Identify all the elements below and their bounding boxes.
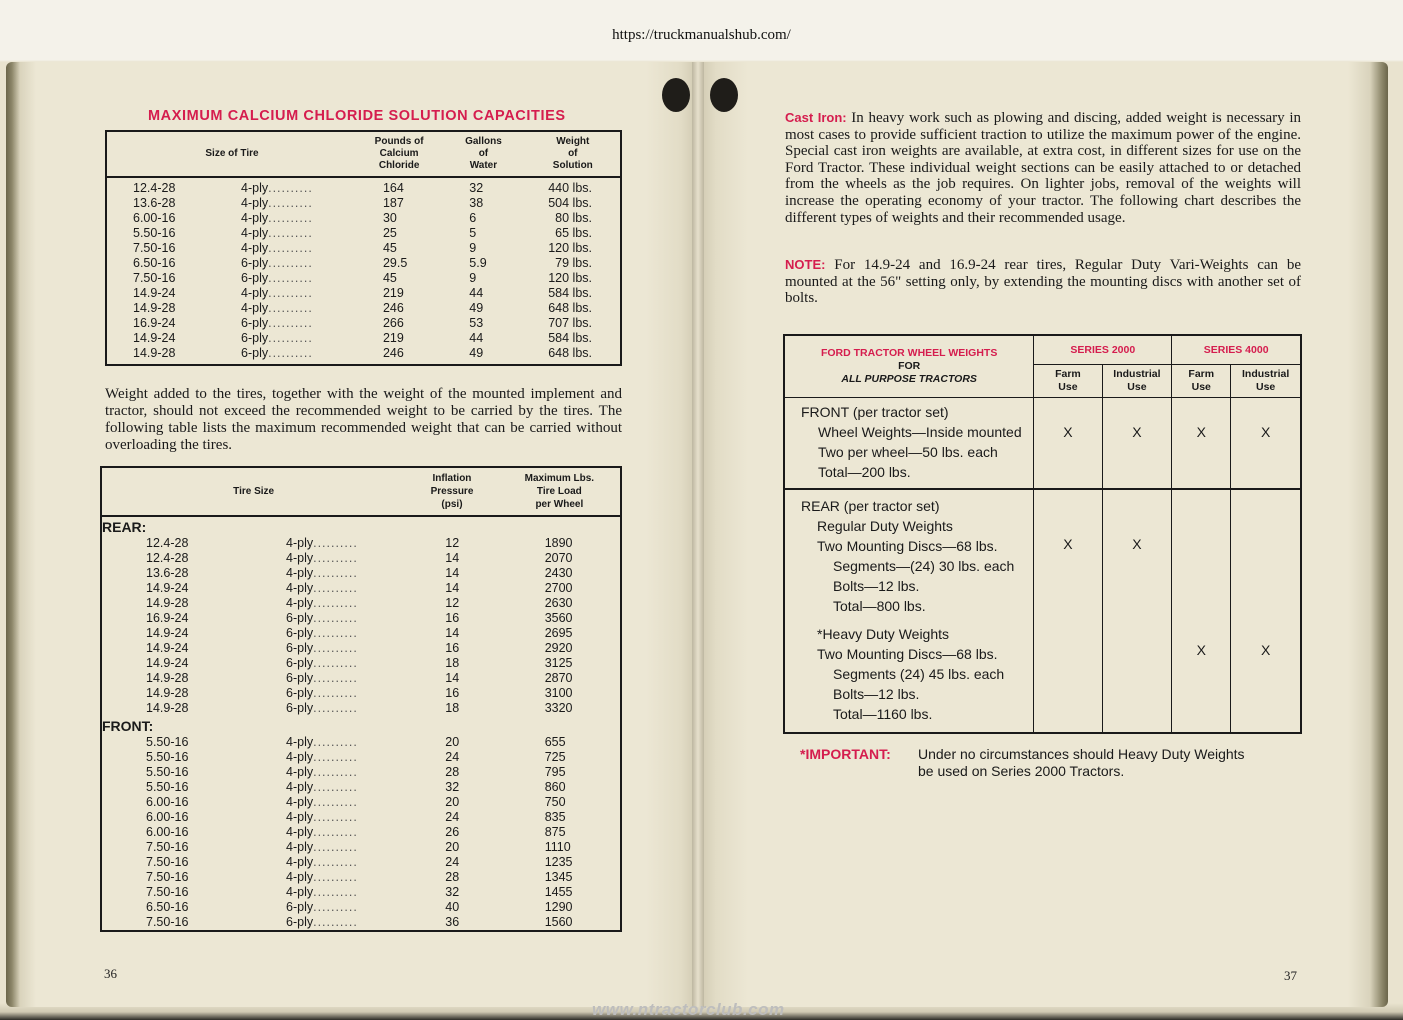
rear-weights-row <box>784 489 1301 618</box>
load-cell: 2700 <box>544 581 573 595</box>
tire-size-cell: 14.9-28 6-ply.......... <box>146 686 358 700</box>
table-row <box>101 551 621 566</box>
weight-cell: 120 lbs. <box>548 241 592 255</box>
table-row <box>101 810 621 825</box>
heavy-weights-description: *Heavy Duty Weights Two Mounting Discs—68 lbs. Segments (24) 45 lbs. each Bolts—12 lbs. Total—1160 lbs. <box>784 618 1034 733</box>
weight-cell: 120 lbs. <box>548 271 592 285</box>
pressure-cell: 12 <box>445 596 460 610</box>
load-cell: 2920 <box>544 641 573 655</box>
table-row <box>101 641 621 656</box>
load-cell: 3100 <box>544 686 573 700</box>
tire-size-cell: 14.9-24 4-ply.......... <box>146 581 358 595</box>
front-2000-farm-mark: X <box>1034 398 1102 490</box>
pounds-cell: 29.5 <box>382 256 408 270</box>
pressure-cell: 16 <box>445 686 460 700</box>
heavy-weights-row <box>784 618 1301 733</box>
weight-cell: 707 lbs. <box>548 316 592 330</box>
load-cell: 2695 <box>544 626 573 640</box>
tire-size-cell: 5.50-16 4-ply.......... <box>146 735 358 749</box>
pressure-cell: 24 <box>445 810 460 824</box>
tire-size-cell: 14.9-28 6-ply.......... <box>133 346 313 360</box>
cast-iron-text: In heavy work such as plowing and discing, added weight is necessary in most cases to provide sufficient traction to utilize the maximum power of the engine. Special cast iron weights are available, at extra cost, in different sizes for use on the Ford Tractor. These individual weight sections can be easily attached to or detached from the wheels as the job requires. On lighter jobs, removal of the weights will increase the operating economy of your tractor. The following chart describes the different types of weights and their recommended usage. <box>785 110 1302 226</box>
pressure-cell: 14 <box>445 671 460 685</box>
pounds-cell: 30 <box>382 211 397 225</box>
wheel-weights-header: FORD TRACTOR WHEEL WEIGHTS FOR ALL PURPOSE TRACTORS <box>784 335 1034 398</box>
series-4000-industrial-use: Industrial Use <box>1231 365 1301 398</box>
tire-size-cell: 14.9-28 6-ply.......... <box>146 701 358 715</box>
load-cell: 2070 <box>544 551 573 565</box>
load-cell: 2430 <box>544 566 573 580</box>
pressure-cell: 16 <box>445 641 460 655</box>
pounds-cell: 266 <box>382 316 404 330</box>
front-4000-industrial-mark: X <box>1231 398 1301 490</box>
table-row <box>101 825 621 840</box>
table-row <box>101 915 621 931</box>
section-row <box>101 516 621 536</box>
table-row <box>106 177 621 196</box>
tire-load-table <box>100 466 622 932</box>
pressure-cell: 16 <box>445 611 460 625</box>
table-row <box>101 900 621 915</box>
tire-size-cell: 14.9-24 4-ply.......... <box>133 286 313 300</box>
pressure-cell: 40 <box>445 900 460 914</box>
table-row <box>106 316 621 331</box>
gallons-cell: 38 <box>469 196 484 210</box>
heavy-4000-farm-mark: X <box>1172 618 1231 733</box>
pounds-cell: 246 <box>382 346 404 360</box>
tire-size-cell: 6.00-16 4-ply.......... <box>146 810 358 824</box>
binding-hole-right-icon <box>710 78 738 112</box>
pressure-cell: 14 <box>445 551 460 565</box>
series-2000-industrial-use: Industrial Use <box>1102 365 1172 398</box>
watermark: www.ntractorclub.com <box>592 1000 785 1019</box>
pressure-cell: 24 <box>445 855 460 869</box>
table-row <box>101 750 621 765</box>
load-cell: 795 <box>544 765 566 779</box>
rear-4000-farm-empty <box>1172 489 1231 618</box>
series-4000-farm-use: Farm Use <box>1172 365 1231 398</box>
load-cell: 1455 <box>544 885 573 899</box>
important-label: *IMPORTANT: <box>800 746 891 762</box>
load-cell: 2630 <box>544 596 573 610</box>
pressure-cell: 20 <box>445 795 460 809</box>
col-gallons-water: Gallons of Water <box>441 131 525 177</box>
load-cell: 3320 <box>544 701 573 715</box>
tire-size-cell: 7.50-16 4-ply.......... <box>146 840 358 854</box>
tire-size-cell: 5.50-16 4-ply.......... <box>146 765 358 779</box>
table-row <box>101 671 621 686</box>
table-row <box>101 536 621 551</box>
gallons-cell: 53 <box>469 316 484 330</box>
load-cell: 3125 <box>544 656 573 670</box>
gallons-cell: 44 <box>469 331 484 345</box>
tire-size-cell: 16.9-24 6-ply.......... <box>146 611 358 625</box>
table-row <box>101 735 621 750</box>
table-row <box>101 870 621 885</box>
pounds-cell: 164 <box>382 181 404 195</box>
pressure-cell: 18 <box>445 701 460 715</box>
tire-size-cell: 5.50-16 4-ply.......... <box>146 750 358 764</box>
section-label: FRONT: <box>102 718 154 734</box>
pounds-cell: 45 <box>382 271 397 285</box>
pounds-cell: 187 <box>382 196 404 210</box>
pressure-cell: 28 <box>445 765 460 779</box>
gallons-cell: 9 <box>469 271 477 285</box>
important-line-1: Under no circumstances should Heavy Duty Weights <box>918 746 1245 762</box>
pounds-cell: 219 <box>382 331 404 345</box>
col-tire-size: Tire Size <box>101 467 405 516</box>
gallons-cell: 6 <box>469 211 477 225</box>
front-weights-description: FRONT (per tractor set) Wheel Weights—Inside mounted Two per wheel—50 lbs. each Total—200 lbs. <box>784 398 1034 490</box>
weight-cell: 648 lbs. <box>548 346 592 360</box>
pressure-cell: 28 <box>445 870 460 884</box>
weight-cell: 584 lbs. <box>548 286 592 300</box>
load-cell: 875 <box>544 825 566 839</box>
weight-cell: 440 lbs. <box>548 181 592 195</box>
table-row <box>101 656 621 671</box>
note-label: NOTE: <box>785 257 826 272</box>
weight-cell: 504 lbs. <box>548 196 592 210</box>
front-weights-row <box>784 398 1301 490</box>
pressure-cell: 32 <box>445 780 460 794</box>
tire-size-cell: 6.50-16 6-ply.......... <box>146 900 358 914</box>
table-row <box>106 226 621 241</box>
pounds-cell: 45 <box>382 241 397 255</box>
wheel-weights-table <box>783 334 1302 734</box>
pressure-cell: 14 <box>445 581 460 595</box>
series-2000-farm-use: Farm Use <box>1034 365 1102 398</box>
load-cell: 1560 <box>544 915 573 929</box>
load-cell: 3560 <box>544 611 573 625</box>
page-number-left: 36 <box>104 966 117 981</box>
front-4000-farm-mark: X <box>1172 398 1231 490</box>
pounds-cell: 25 <box>382 226 397 240</box>
table-row <box>101 855 621 870</box>
note-paragraph <box>785 257 1301 307</box>
gallons-cell: 5 <box>469 226 477 240</box>
tire-size-cell: 12.4-28 4-ply.......... <box>146 536 358 550</box>
gallons-cell: 49 <box>469 346 484 360</box>
pressure-cell: 26 <box>445 825 460 839</box>
pressure-cell: 24 <box>445 750 460 764</box>
table-row <box>101 795 621 810</box>
table-row <box>106 211 621 226</box>
pressure-cell: 14 <box>445 566 460 580</box>
load-cell: 835 <box>544 810 566 824</box>
binding-hole-left-icon <box>662 78 690 112</box>
table-row <box>101 611 621 626</box>
weight-cell: 79 lbs. <box>555 256 592 270</box>
tire-size-cell: 14.9-24 6-ply.......... <box>146 641 358 655</box>
load-cell: 655 <box>544 735 566 749</box>
pressure-cell: 36 <box>445 915 460 929</box>
weight-cell: 80 lbs. <box>555 211 592 225</box>
table-row <box>101 686 621 701</box>
pressure-cell: 14 <box>445 626 460 640</box>
pounds-cell: 246 <box>382 301 404 315</box>
cast-iron-label: Cast Iron: <box>785 110 847 125</box>
table-row <box>106 241 621 256</box>
table-row <box>101 596 621 611</box>
tire-size-cell: 12.4-28 4-ply.......... <box>146 551 358 565</box>
table-row <box>106 331 621 346</box>
table-row <box>101 566 621 581</box>
front-2000-industrial-mark: X <box>1102 398 1172 490</box>
load-cell: 1890 <box>544 536 573 550</box>
tire-size-cell: 6.00-16 4-ply.......... <box>146 825 358 839</box>
table-row <box>106 271 621 286</box>
tire-size-cell: 14.9-24 6-ply.......... <box>146 656 358 670</box>
series-2000-header: SERIES 2000 <box>1034 335 1172 365</box>
section-row <box>101 716 621 735</box>
table-row <box>106 301 621 316</box>
table-row <box>106 346 621 365</box>
pressure-cell: 18 <box>445 656 460 670</box>
weight-cell: 65 lbs. <box>555 226 592 240</box>
tire-size-cell: 13.6-28 4-ply.......... <box>146 566 358 580</box>
pressure-cell: 32 <box>445 885 460 899</box>
tire-size-cell: 14.9-24 6-ply.......... <box>133 331 313 345</box>
tire-size-cell: 14.9-28 4-ply.......... <box>133 301 313 315</box>
col-pounds-calcium: Pounds of Calcium Chloride <box>357 131 441 177</box>
table-row <box>106 286 621 301</box>
tire-size-cell: 7.50-16 4-ply.......... <box>133 241 313 255</box>
tire-size-cell: 5.50-16 4-ply.......... <box>146 780 358 794</box>
weight-cell: 648 lbs. <box>548 301 592 315</box>
rear-2000-industrial-mark: X <box>1102 489 1172 618</box>
tire-size-cell: 7.50-16 4-ply.......... <box>146 870 358 884</box>
table-row <box>106 256 621 271</box>
load-cell: 750 <box>544 795 566 809</box>
book-gutter <box>692 62 704 1007</box>
table-row <box>101 840 621 855</box>
col-max-tire-load: Maximum Lbs. Tire Load per Wheel <box>499 467 621 516</box>
section-label: REAR: <box>102 519 147 535</box>
pressure-cell: 12 <box>445 536 460 550</box>
important-line-2: be used on Series 2000 Tractors. <box>918 763 1125 779</box>
load-cell: 2870 <box>544 671 573 685</box>
gallons-cell: 5.9 <box>469 256 487 270</box>
load-cell: 1345 <box>544 870 573 884</box>
note-text: For 14.9-24 and 16.9-24 rear tires, Regular Duty Vari-Weights can be mounted at the 56" setting only, by extending the mounting discs with another set of bolts. <box>785 257 1301 307</box>
heavy-2000-industrial-empty <box>1102 618 1172 733</box>
load-cell: 1290 <box>544 900 573 914</box>
tire-size-cell: 6.50-16 6-ply.......... <box>133 256 313 270</box>
tire-size-cell: 5.50-16 4-ply.......... <box>133 226 313 240</box>
load-cell: 860 <box>544 780 566 794</box>
table-row <box>101 780 621 795</box>
table-row <box>101 765 621 780</box>
tire-weight-paragraph: Weight added to the tires, together with the weight of the mounted implement and tractor, should not exceed the recommended weight to be carried by the tires. The following table lists the maximum recommended weight that can be carried without overloading the tires. <box>105 386 622 453</box>
load-cell: 1110 <box>544 840 571 854</box>
heavy-4000-industrial-mark: X <box>1231 618 1301 733</box>
tire-size-cell: 13.6-28 4-ply.......... <box>133 196 313 210</box>
tire-size-cell: 7.50-16 6-ply.......... <box>133 271 313 285</box>
tire-size-cell: 7.50-16 4-ply.......... <box>146 885 358 899</box>
pressure-cell: 20 <box>445 840 460 854</box>
pressure-cell: 20 <box>445 735 460 749</box>
rear-weights-description: REAR (per tractor set) Regular Duty Weights Two Mounting Discs—68 lbs. Segments—(24) 30 lbs. each Bolts—12 lbs. Total—800 lbs. <box>784 489 1034 618</box>
tire-size-cell: 7.50-16 4-ply.......... <box>146 855 358 869</box>
important-note <box>800 746 1245 780</box>
gallons-cell: 44 <box>469 286 484 300</box>
tire-size-cell: 6.00-16 4-ply.......... <box>146 795 358 809</box>
page-number-right: 37 <box>1284 968 1297 983</box>
tire-size-cell: 7.50-16 6-ply.......... <box>146 915 358 929</box>
heavy-2000-farm-empty <box>1034 618 1102 733</box>
col-size-of-tire: Size of Tire <box>106 131 357 177</box>
pounds-cell: 219 <box>382 286 404 300</box>
rear-4000-industrial-empty <box>1231 489 1301 618</box>
table-row <box>101 626 621 641</box>
calcium-chloride-table <box>105 130 622 366</box>
load-cell: 725 <box>544 750 566 764</box>
gallons-cell: 49 <box>469 301 484 315</box>
tire-size-cell: 6.00-16 4-ply.......... <box>133 211 313 225</box>
tire-size-cell: 14.9-28 4-ply.......... <box>146 596 358 610</box>
table-row <box>101 885 621 900</box>
series-4000-header: SERIES 4000 <box>1172 335 1301 365</box>
tire-size-cell: 12.4-28 4-ply.......... <box>133 181 313 195</box>
gallons-cell: 9 <box>469 241 477 255</box>
load-cell: 1235 <box>544 855 573 869</box>
table-row <box>101 701 621 716</box>
table-row <box>106 196 621 211</box>
weight-cell: 584 lbs. <box>548 331 592 345</box>
calcium-chloride-title: MAXIMUM CALCIUM CHLORIDE SOLUTION CAPACITIES <box>148 108 566 124</box>
rear-2000-farm-mark: X <box>1034 489 1102 618</box>
header-url[interactable]: https://truckmanualshub.com/ <box>612 27 791 43</box>
cast-iron-paragraph <box>785 110 1301 226</box>
table-row <box>101 581 621 596</box>
gallons-cell: 32 <box>469 181 484 195</box>
col-inflation-pressure: Inflation Pressure (psi) <box>405 467 498 516</box>
tire-size-cell: 14.9-28 6-ply.......... <box>146 671 358 685</box>
tire-size-cell: 16.9-24 6-ply.......... <box>133 316 313 330</box>
col-weight-solution: Weight of Solution <box>526 131 621 177</box>
tire-size-cell: 14.9-24 6-ply.......... <box>146 626 358 640</box>
